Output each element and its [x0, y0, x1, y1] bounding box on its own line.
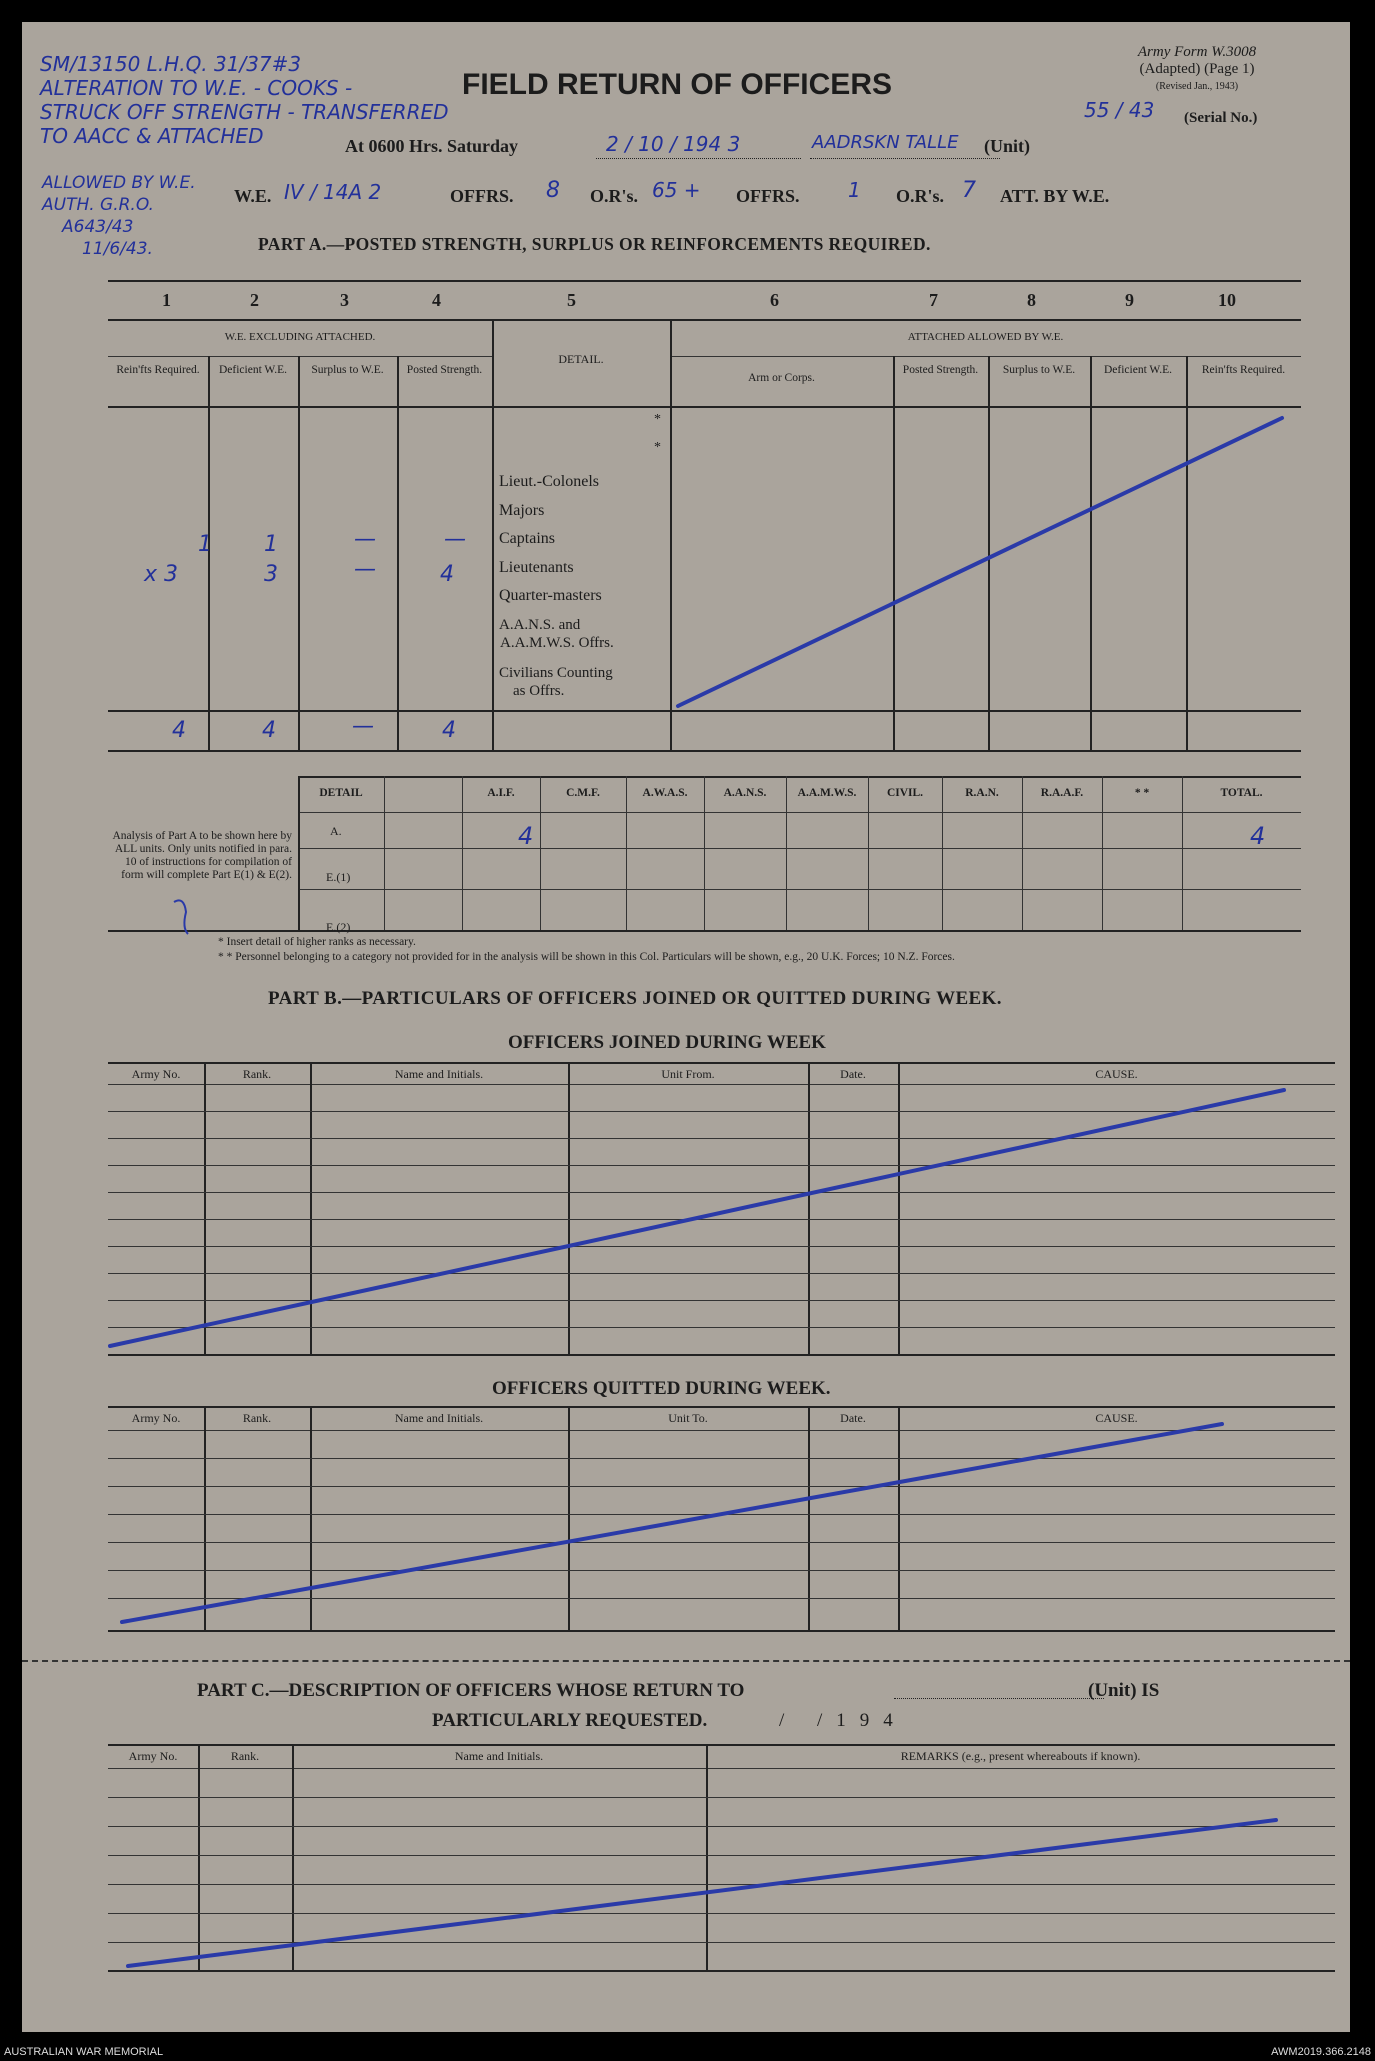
- lieutenants-deficient: 3: [264, 562, 278, 587]
- rank-label: Lieutenants: [499, 558, 574, 576]
- analysis-header: A.A.N.S.: [723, 787, 767, 799]
- quitted-header: Unit To.: [668, 1411, 708, 1425]
- col-number: 3: [340, 290, 349, 310]
- at-label: At 0600 Hrs. Saturday: [345, 136, 519, 156]
- col-number: 2: [250, 290, 259, 310]
- row-label-a: A.: [330, 824, 342, 838]
- quitted-header: Rank.: [242, 1411, 272, 1425]
- annotation-line: AUTH. G.R.O.: [42, 195, 154, 215]
- rank-label: Quarter-masters: [499, 587, 602, 605]
- rank-label: A.A.M.W.S. Offrs.: [500, 635, 614, 651]
- part-c-header: Army No.: [128, 1749, 178, 1763]
- strike-line-part-a: [678, 418, 1282, 706]
- lieutenants-surplus: —: [354, 557, 376, 582]
- annotation-line: STRUCK OFF STRENGTH - TRANSFERRED: [40, 100, 449, 124]
- rank-label: Captains: [499, 530, 555, 548]
- offrs-label: OFFRS.: [450, 186, 514, 206]
- form-title: FIELD RETURN OF OFFICERS: [462, 68, 892, 101]
- strike-line-quitted: [122, 1424, 1222, 1622]
- offrs-value: 8: [546, 178, 560, 203]
- total-reinfts: 4: [172, 718, 186, 743]
- joined-header: Name and Initials.: [394, 1067, 484, 1081]
- part-c-requested: PARTICULARLY REQUESTED.: [432, 1710, 708, 1731]
- quitted-header: Date.: [840, 1411, 866, 1425]
- subheader: Rein'fts Required.: [116, 364, 200, 376]
- attached-header: ATTACHED ALLOWED BY W.E.: [907, 331, 1064, 343]
- quitted-header: Army No.: [131, 1411, 181, 1425]
- form-paper: [22, 22, 1350, 2032]
- subheader: Deficient W.E.: [1103, 364, 1173, 376]
- rank-label: as Offrs.: [513, 683, 565, 699]
- analysis-header: * *: [1134, 787, 1150, 799]
- subheader: Deficient W.E.: [218, 364, 288, 376]
- rank-label: Civilians Counting: [499, 665, 613, 681]
- footnote-2: * * Personnel belonging to a category not provided for in the analysis will be shown in this Col. Particulars will be shown, e.g., 20 U.K. Forces; 10 N.Z. Forces.: [218, 951, 955, 963]
- analysis-header: DETAIL: [319, 787, 363, 799]
- offrs2-value: 1: [848, 178, 861, 202]
- annotation-line: 11/6/43.: [82, 239, 153, 259]
- annotation-line: A643/43: [62, 217, 134, 237]
- analysis-header: TOTAL.: [1220, 787, 1263, 799]
- serial-label: (Serial No.): [1184, 110, 1258, 126]
- aif-value: 4: [518, 822, 534, 850]
- col-number: 6: [770, 290, 779, 310]
- subheader: Posted Strength.: [902, 364, 979, 376]
- subheader: Surplus to W.E.: [1002, 364, 1076, 376]
- subheader: Posted Strength.: [406, 364, 483, 376]
- unit-label: (Unit): [984, 136, 1030, 156]
- total-value: 4: [1250, 822, 1266, 850]
- rank-label: Majors: [499, 501, 545, 519]
- strike-lines: [22, 22, 1350, 2032]
- row-label-e1: E.(1): [326, 870, 351, 884]
- col-number: 4: [432, 290, 441, 310]
- date-value: 2 / 10 / 194 3: [606, 132, 741, 156]
- part-c-unit: (Unit) IS: [1088, 1680, 1160, 1701]
- unit-value: AADRSKN TALLE: [812, 132, 959, 153]
- analysis-header: A.W.A.S.: [642, 787, 688, 799]
- footnote-1: * Insert detail of higher ranks as necessary.: [218, 936, 416, 948]
- ors-label: O.R's.: [590, 186, 639, 206]
- analysis-header: CIVIL.: [886, 787, 924, 799]
- annotation-line: SM/13150 L.H.Q. 31/37#3: [40, 52, 302, 76]
- att-label: ATT. BY W.E.: [1000, 186, 1110, 206]
- ors-value: 65 +: [652, 178, 701, 202]
- annotation-line: TO AACC & ATTACHED: [40, 124, 264, 148]
- subheader: Arm or Corps.: [748, 372, 815, 384]
- quitted-header: Name and Initials.: [394, 1411, 484, 1425]
- part-c-header: Rank.: [230, 1749, 260, 1763]
- we-excl-header: W.E. EXCLUDING ATTACHED.: [224, 331, 376, 343]
- lieutenants-reinfts: x 3: [144, 562, 179, 587]
- subheader: Rein'fts Required.: [1201, 364, 1286, 376]
- we-label: W.E.: [234, 186, 272, 206]
- part-c-date: / /194: [779, 1710, 907, 1731]
- joined-header: Unit From.: [661, 1067, 715, 1081]
- subheader: Surplus to W.E.: [311, 364, 384, 376]
- joined-title: OFFICERS JOINED DURING WEEK: [508, 1032, 826, 1053]
- captains-reinfts: 1: [198, 532, 212, 557]
- credit-left: AUSTRALIAN WAR MEMORIAL: [4, 2046, 164, 2058]
- form-number: Army Form W.3008: [1137, 44, 1257, 60]
- total-posted: 4: [442, 718, 456, 743]
- part-c-heading: PART C.—DESCRIPTION OF OFFICERS WHOSE RETURN TO: [197, 1680, 745, 1701]
- col-number: 7: [929, 290, 938, 310]
- row-label-e2: E.(2): [326, 920, 351, 934]
- star-mark: *: [654, 412, 661, 427]
- lieutenants-posted: 4: [440, 562, 454, 587]
- annotation-line: ALLOWED BY W.E.: [42, 173, 196, 193]
- col-number: 9: [1125, 290, 1134, 310]
- detail-header: DETAIL.: [558, 352, 604, 366]
- rank-label: Lieut.-Colonels: [499, 473, 599, 490]
- captains-posted: —: [444, 527, 466, 552]
- analysis-header: R.A.N.: [965, 787, 999, 799]
- rank-label: A.A.N.S. and: [499, 617, 581, 633]
- col-number: 1: [162, 290, 171, 310]
- part-c-header: REMARKS (e.g., present whereabouts if known).: [900, 1749, 1141, 1763]
- analysis-header: C.M.F.: [566, 787, 600, 799]
- serial-value: 55 / 43: [1084, 98, 1155, 122]
- joined-header: Army No.: [131, 1067, 181, 1081]
- star-mark: *: [654, 440, 661, 455]
- joined-header: Date.: [840, 1067, 866, 1081]
- joined-header: Rank.: [242, 1067, 272, 1081]
- form-revised: (Revised Jan., 1943): [1155, 81, 1239, 92]
- analysis-note: Analysis of Part A to be shown here by ALL units. Only units notified in para. 10 of instructions for compilation of form will complete Part E(1) & E(2).: [112, 830, 292, 881]
- credit-right: AWM2019.366.2148: [1271, 2046, 1371, 2058]
- pen-mark: [174, 900, 188, 934]
- total-surplus: —: [352, 714, 374, 739]
- joined-header: CAUSE.: [1095, 1067, 1138, 1081]
- offrs2-label: OFFRS.: [736, 186, 800, 206]
- ors2-label: O.R's.: [896, 186, 945, 206]
- part-a-heading: PART A.—POSTED STRENGTH, SURPLUS OR REINFORCEMENTS REQUIRED.: [258, 234, 931, 254]
- strike-line-part-c: [128, 1820, 1276, 1966]
- total-deficient: 4: [262, 718, 276, 743]
- analysis-header: R.A.A.F.: [1040, 787, 1084, 799]
- captains-deficient: 1: [264, 532, 278, 557]
- col-number: 5: [567, 290, 576, 310]
- quitted-header: CAUSE.: [1095, 1411, 1138, 1425]
- part-c-header: Name and Initials.: [454, 1749, 544, 1763]
- analysis-header: A.I.F.: [487, 787, 515, 799]
- strike-line-joined: [110, 1090, 1284, 1346]
- annotation-line: ALTERATION TO W.E. - COOKS -: [40, 76, 353, 100]
- col-number: 8: [1027, 290, 1036, 310]
- part-b-heading: PART B.—PARTICULARS OF OFFICERS JOINED OR QUITTED DURING WEEK.: [268, 988, 1002, 1009]
- quitted-title: OFFICERS QUITTED DURING WEEK.: [492, 1378, 831, 1399]
- form-adapted: (Adapted) (Page 1): [1139, 61, 1255, 77]
- captains-surplus: —: [354, 527, 376, 552]
- analysis-header: A.A.M.W.S.: [797, 787, 857, 799]
- we-value: IV / 14A 2: [284, 180, 382, 204]
- ors2-value: 7: [962, 178, 976, 203]
- col-number: 10: [1218, 290, 1236, 310]
